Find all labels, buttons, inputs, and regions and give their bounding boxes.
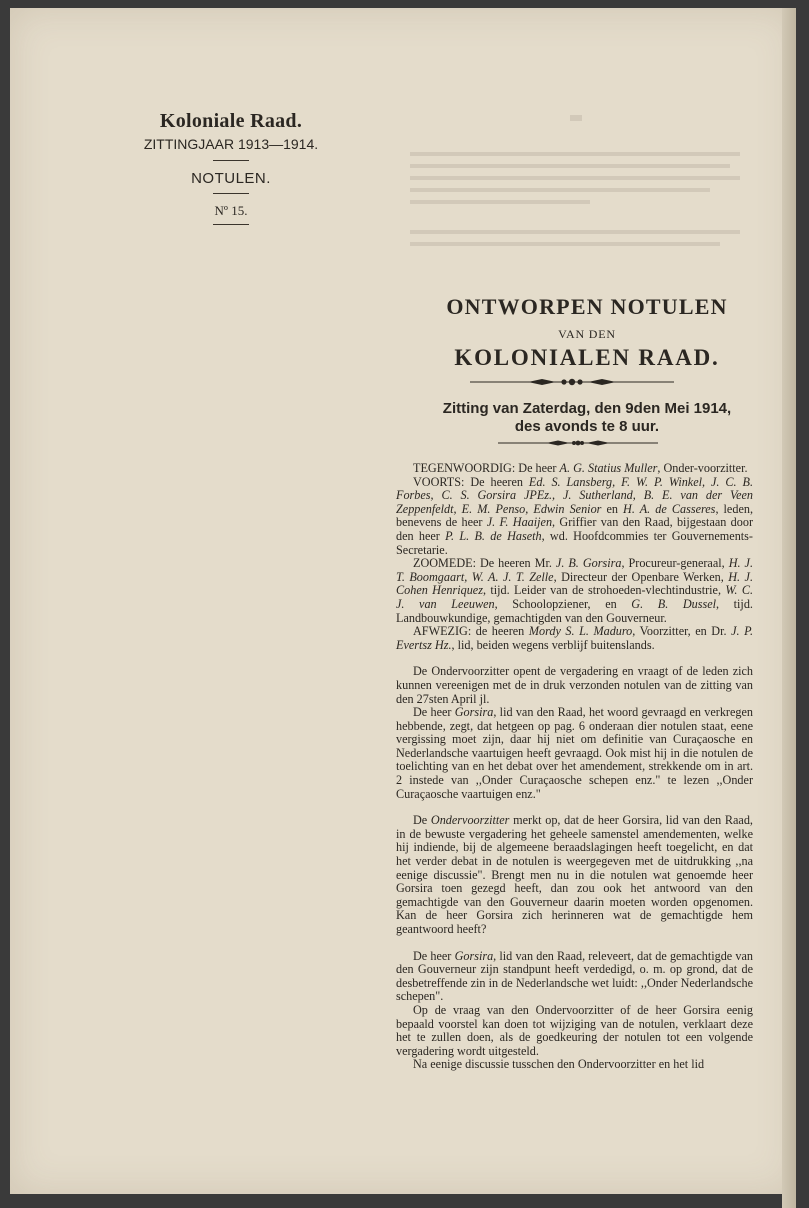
text-run: , tijd. Leider van de strohoeden-vlechtindustrie,	[482, 583, 726, 598]
text-run: AFWEZIG: de heeren	[413, 624, 529, 639]
text-run: , leden, benevens de heer	[396, 501, 753, 530]
person-name: Gorsira	[454, 948, 494, 963]
ornament-divider-icon	[470, 375, 674, 389]
person-name: Mordy S. L. Maduro	[528, 624, 633, 639]
paragraph	[396, 814, 753, 936]
paragraph	[396, 665, 753, 706]
text-run: , Griffier van den Raad, bijgestaan door den heer	[396, 515, 754, 543]
person-name: Ed. S. Lansberg, F. W. P. Winkel, J. C. B. Forbes, C. S. Gorsira JPEz., J. Sutherland, B. E. van der Veen Zeppenfeldt, E. M. Penso, Edwin Senior	[396, 474, 753, 516]
text-run: TEGENWOORDIG: De heer	[413, 461, 560, 475]
doc-number: Nº 15.	[214, 203, 248, 218]
person-name: H. J. T. Boomgaart, W. A. J. T. Zelle	[396, 556, 753, 584]
text-run: , Schoolopziener, en	[494, 596, 632, 611]
title-line-2: VAN DEN	[558, 327, 616, 341]
paragraph	[396, 706, 753, 801]
paragraph	[396, 1058, 753, 1072]
text-run: De heer	[413, 948, 455, 963]
paragraph	[396, 1004, 753, 1058]
text-run: , lid van den Raad, het woord gevraagd en verkregen hebbende, zegt, dat hetgeen op pag. 6 onderaan dier notulen staat, eene vergissing moet zijn, daar hij niet om definitie van Curaçaosche en Nederlandsche vaartuigen heeft gevraagd. Ook mist hij in die notulen de toelichting van en het debat over het amendement, strekkende om in art. 2 instede van ,,Onder Curaçaosche schepen enz." te lezen ,,Onder Curaçaosche vaartuigen enz."	[396, 705, 753, 801]
person-name: J. P. Evertsz Hz.	[396, 624, 753, 652]
text-run: VOORTS: De heeren	[413, 474, 529, 489]
person-name: H. A. de Casseres	[623, 501, 716, 516]
person-name: J. F. Haaijen	[486, 515, 553, 530]
text-run: , wd. Hoofdcommies ter Gouvernements-Secretarie.	[396, 528, 753, 557]
text-run: merkt op, dat de heer Gorsira, lid van den Raad, in de bewuste vergadering het geheele samenstel amendementen, welke hij indiende, bij de algemeene beraadslagingen heeft toegelicht, en dat het verder debat in de notulen is weergegeven met de uitdrukking ,,na eenige discussie". Brengt men nu in die notulen wat genoemde heer Gorsira toen gezegd heeft, dan zou ook het antwoord van den gemachtigde van den Gouverneur daarin moeten worden opgenomen. Kan de heer Gorsira zich herinneren wat de gemachtigde hem geantwoord heeft?	[396, 813, 753, 936]
attendance-voorts	[396, 476, 753, 558]
attendance-tegenwoordig	[396, 462, 753, 476]
text-run: Op de vraag van den Ondervoorzitter of de heer Gorsira eenig bepaald voorstel kan doen tot wijziging van de notulen, verklaart deze het te zullen doen, als de goedkeuring der notulen tot een volgende vergadering wordt uitgesteld.	[396, 1002, 753, 1058]
ornament-divider-icon	[498, 438, 658, 448]
paragraph	[396, 950, 753, 1004]
meeting-date: Zitting van Zaterdag, den 9den Mei 1914,	[442, 400, 732, 417]
text-run: Na eenige discussie tusschen den Ondervoorzitter en het lid	[413, 1057, 705, 1072]
person-name: G. B. Dussel	[631, 596, 717, 611]
minutes-body	[396, 462, 753, 1072]
attendance-zoomede	[396, 557, 753, 625]
text-run: , lid, beiden wegens verblijf buitenslands.	[451, 637, 655, 652]
person-name: Ondervoorzitter	[430, 813, 510, 828]
person-name: W. C. J. van Leeuwen	[396, 583, 753, 611]
person-name: P. L. B. de Haseth	[445, 528, 542, 543]
divider	[213, 193, 249, 194]
text-run: De heer	[413, 705, 455, 720]
text-run: , Directeur der Openbare Werken,	[553, 569, 729, 584]
person-name: J. B. Gorsira	[555, 556, 622, 571]
session-year: ZITTINGJAAR 1913—1914.	[143, 136, 319, 152]
doc-type-label: NOTULEN.	[191, 170, 271, 187]
person-name: Gorsira	[454, 705, 494, 720]
title-line-1: ONTWORPEN NOTULEN	[446, 294, 728, 319]
council-title: Koloniale Raad.	[159, 110, 303, 132]
divider	[213, 224, 249, 225]
text-run: , Procureur-generaal,	[621, 556, 729, 571]
bleed-through-texture	[400, 100, 750, 260]
text-run: ZOOMEDE: De heeren Mr.	[413, 556, 556, 571]
person-name: H. J. Cohen Henriquez	[396, 569, 754, 598]
attendance-block	[396, 462, 753, 652]
person-name: A. G. Statius Muller	[559, 461, 658, 475]
title-line-3: KOLONIALEN RAAD.	[454, 345, 720, 370]
proceedings-block	[396, 665, 753, 1072]
text-run: De	[413, 813, 431, 828]
text-run: , tijd. Landbouwkundige, gemachtigden van den Gouverneur.	[396, 596, 753, 625]
meeting-time: des avonds te 8 uur.	[514, 418, 660, 435]
attendance-afwezig	[396, 625, 753, 652]
meeting-heading	[396, 400, 778, 436]
divider	[213, 160, 249, 161]
text-run: en	[601, 501, 624, 516]
text-run: , Onder-voorzitter.	[657, 461, 748, 475]
page-edge	[782, 8, 796, 1208]
text-run: , lid van den Raad, releveert, dat de gemachtigde van den Gouverneur zijn standpunt heeft verdedigd, o. m. op grond, dat de desbetreffende zin in de Nederlandsche wet luidt: ,,Onder Nederlandsche schepen".	[396, 948, 753, 1004]
text-run: De Ondervoorzitter opent de vergadering en vraagt of de leden zich kunnen vereenigen met de in druk verzonden notulen van de zitting van den 27sten April jl.	[396, 664, 753, 706]
text-run: , Voorzitter, en Dr.	[632, 624, 732, 639]
